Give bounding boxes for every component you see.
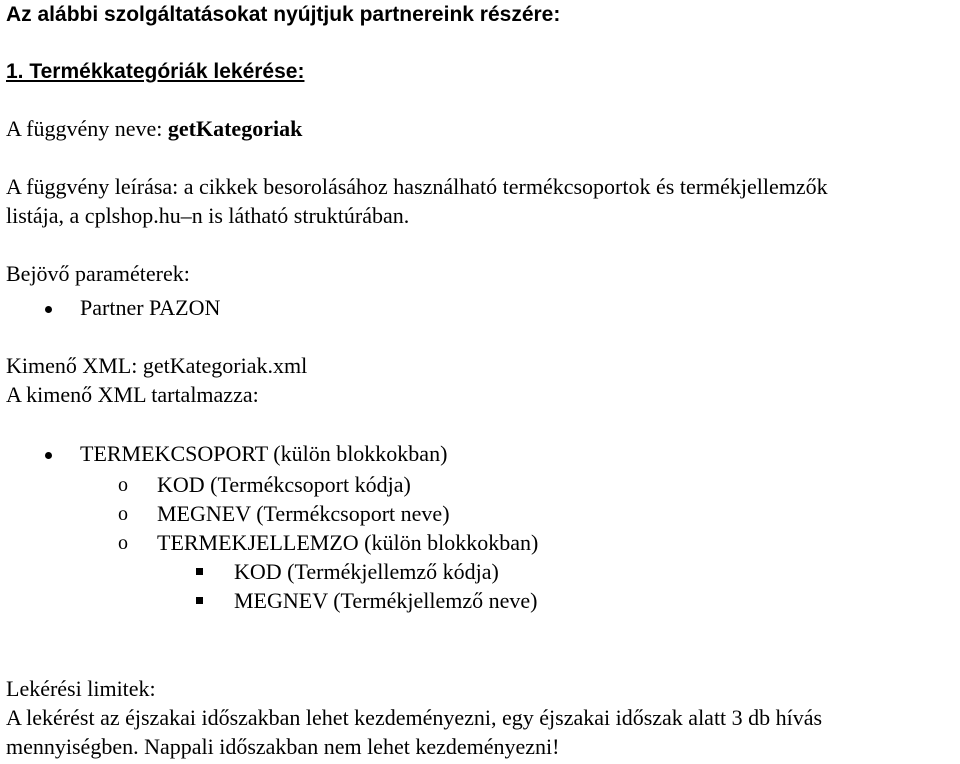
description-line-2: listája, a cplshop.hu–n is látható struktúrában. bbox=[6, 203, 410, 228]
bullet-dot-icon bbox=[45, 452, 52, 459]
square-bullet-icon bbox=[196, 597, 203, 604]
tree-level2-item: KOD (Termékcsoport kódja) bbox=[157, 472, 411, 497]
square-bullet-icon bbox=[196, 568, 203, 575]
input-param-item: Partner PAZON bbox=[80, 295, 221, 320]
circle-bullet-icon: o bbox=[118, 532, 128, 554]
tree-level2-item: TERMEKJELLEMZO (külön blokkokban) bbox=[157, 530, 539, 555]
tree-level2-item: MEGNEV (Termékcsoport neve) bbox=[157, 501, 450, 526]
limits-line-1: A lekérést az éjszakai időszakban lehet kezdeményezni, egy éjszakai időszak alatt 3 db hívás bbox=[6, 705, 823, 730]
circle-bullet-icon: o bbox=[118, 503, 128, 525]
tree-level3-item: MEGNEV (Termékjellemző neve) bbox=[234, 588, 538, 613]
output-contains-label: A kimenő XML tartalmazza: bbox=[6, 382, 259, 407]
function-name-value: getKategoriak bbox=[167, 116, 303, 141]
description-line-1: A függvény leírása: a cikkek besorolásához használható termékcsoportok és termékjellemzők bbox=[6, 174, 828, 199]
tree-level1-item: TERMEKCSOPORT (külön blokkokban) bbox=[80, 441, 448, 466]
bullet-dot-icon bbox=[45, 306, 52, 313]
tree-level3-item: KOD (Termékjellemző kódja) bbox=[234, 559, 499, 584]
input-params-label: Bejövő paraméterek: bbox=[6, 261, 190, 286]
intro-heading: Az alábbi szolgáltatásokat nyújtjuk partnereink részére: bbox=[6, 3, 561, 26]
limits-line-2: mennyiségben. Nappali időszakban nem lehet kezdeményezni! bbox=[6, 734, 560, 759]
output-xml-line: Kimenő XML: getKategoriak.xml bbox=[6, 353, 308, 378]
function-name-line bbox=[6, 116, 302, 142]
function-name-label: A függvény neve: bbox=[6, 116, 168, 141]
circle-bullet-icon: o bbox=[118, 474, 128, 496]
limits-label: Lekérési limitek: bbox=[6, 676, 156, 701]
section-title: 1. Termékkategóriák lekérése: bbox=[6, 60, 305, 83]
